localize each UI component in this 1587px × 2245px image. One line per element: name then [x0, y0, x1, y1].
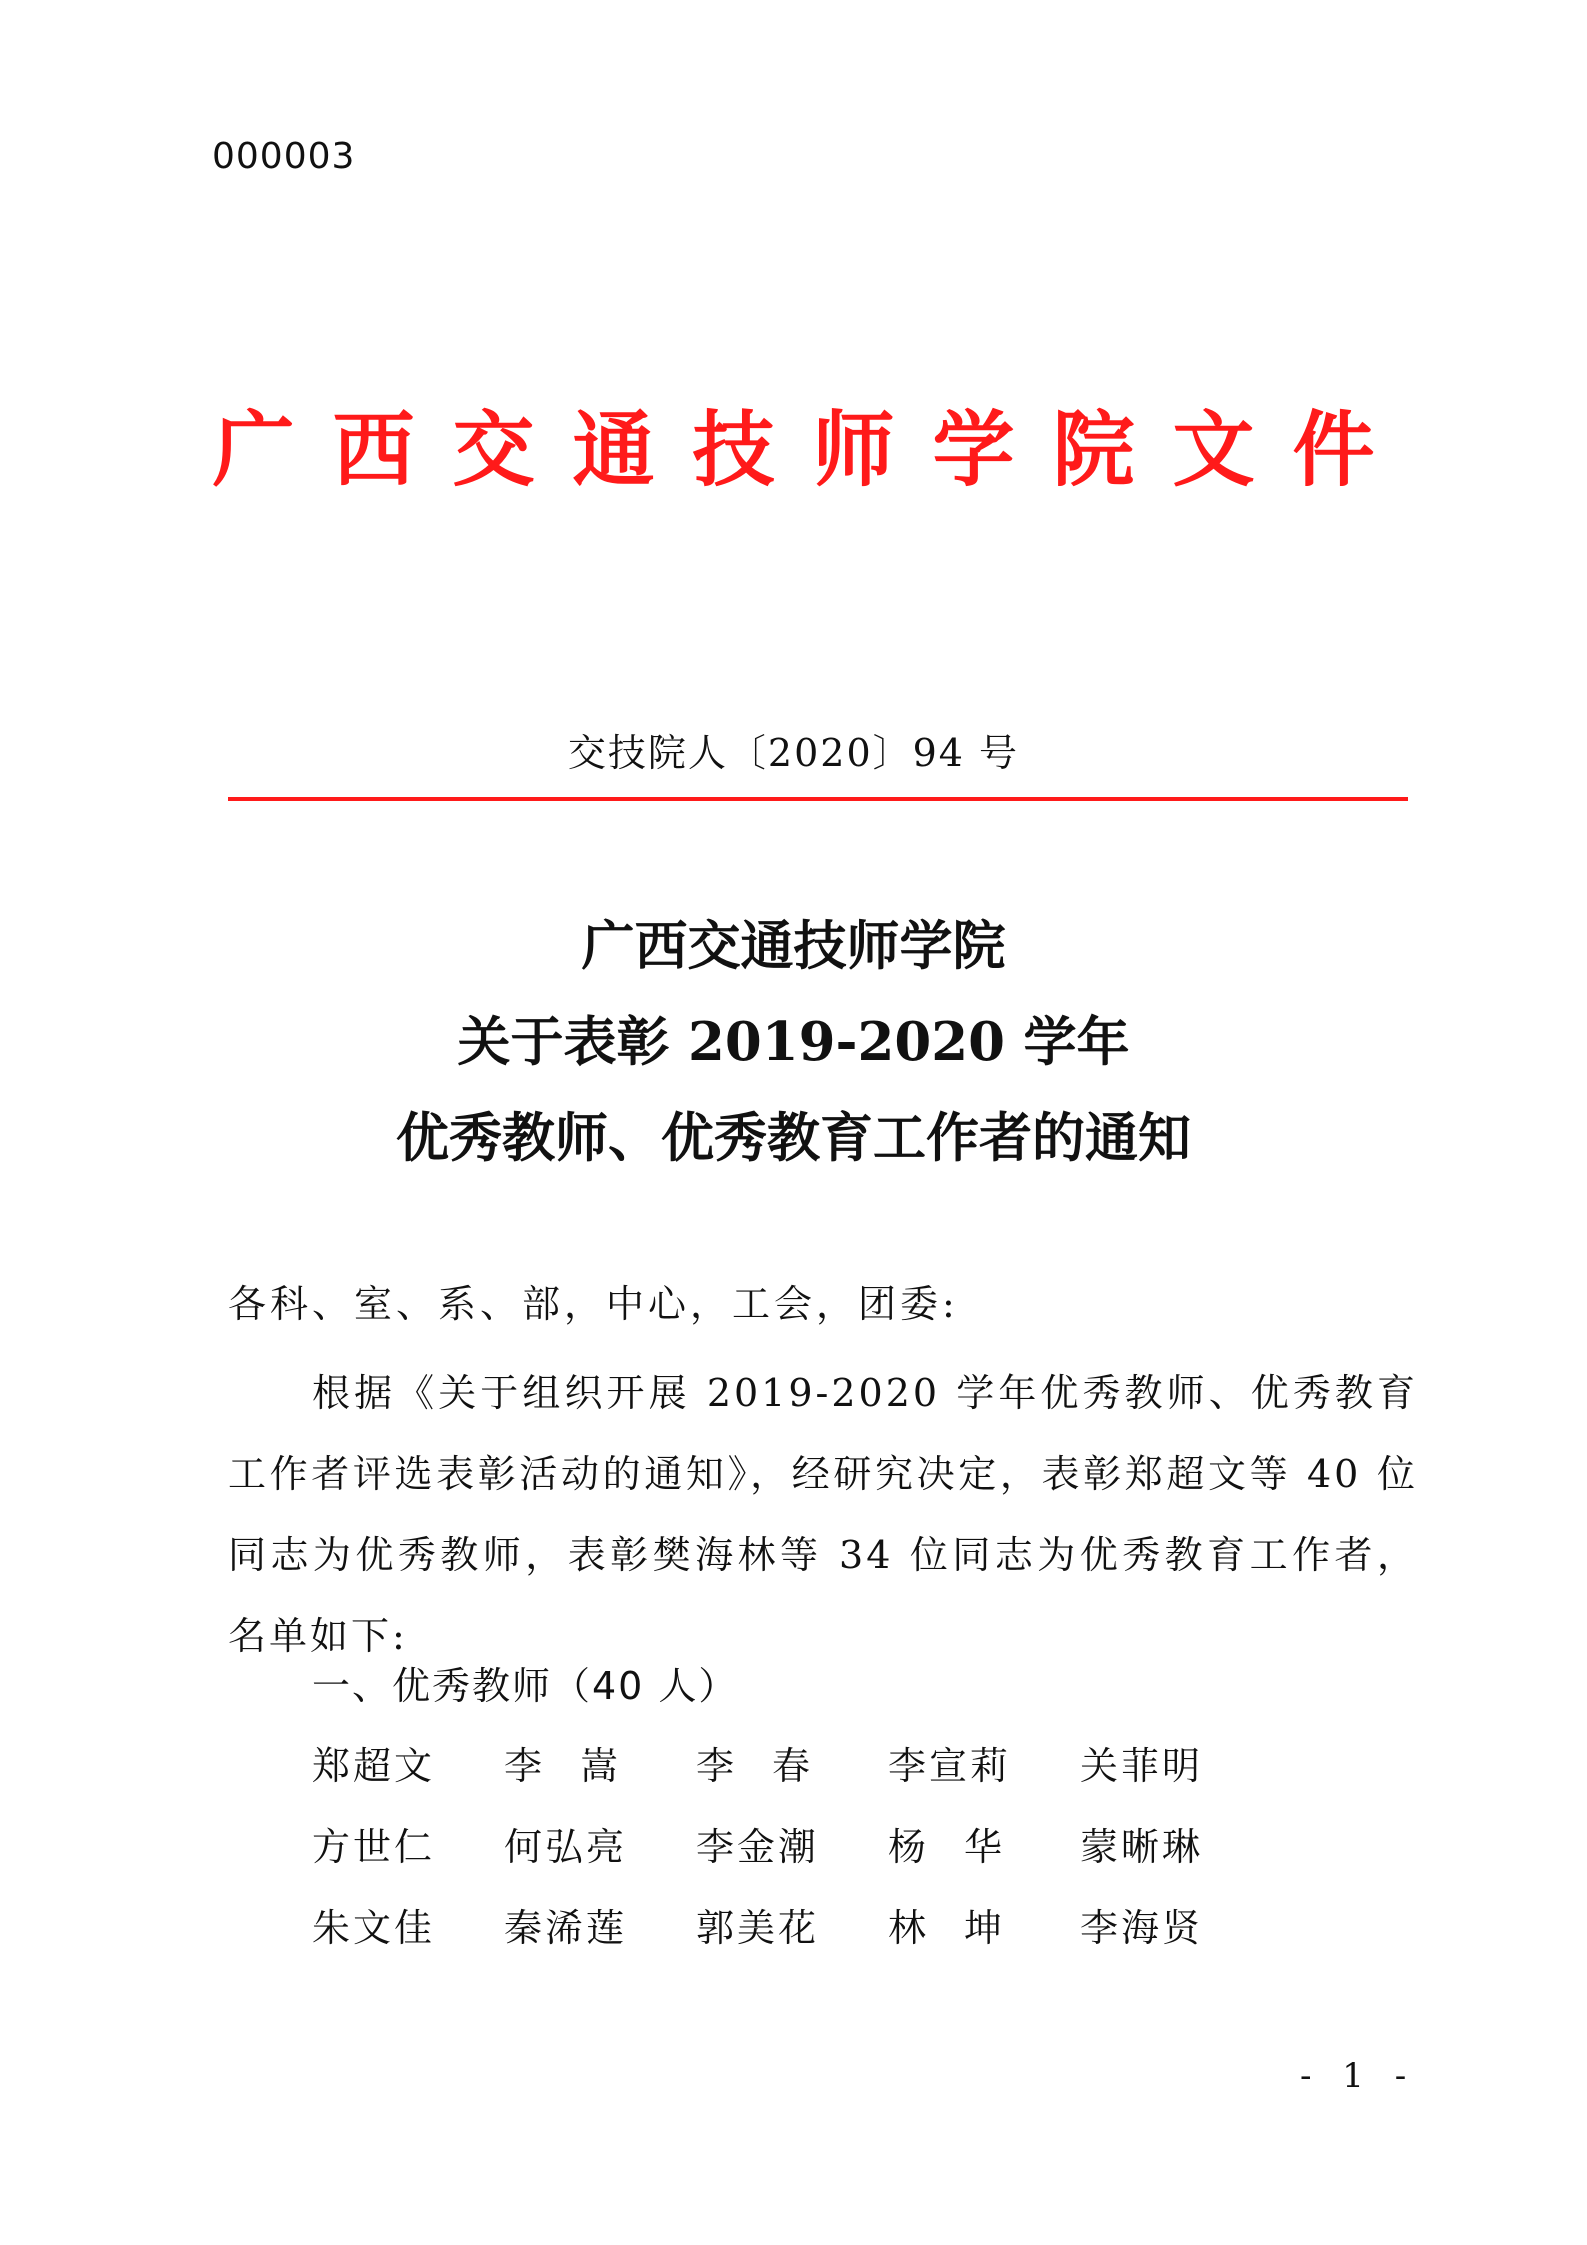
name-entry: 李金潮 [696, 1825, 820, 1869]
name-entry: 关菲明 [1080, 1744, 1204, 1788]
red-separator-line [228, 797, 1408, 801]
notice-title-line-3: 优秀教师、优秀教育工作者的通知 [396, 1107, 1191, 1169]
notice-title-line-2: 关于表彰 2019-2020 学年 [457, 1011, 1130, 1073]
name-entry: 秦浠莲 [504, 1906, 628, 1950]
document-reference-number: 交技院人〔2020〕94 号 [567, 731, 1020, 775]
name-row [312, 1816, 1312, 1897]
notice-title [0, 898, 1587, 1186]
name-row [312, 1897, 1312, 1978]
name-entry: 林 坤 [888, 1906, 1002, 1950]
page-number: - 1 - [1300, 2056, 1417, 2096]
notice-title-line-1: 广西交通技师学院 [581, 915, 1006, 977]
name-entry: 朱文佳 [312, 1906, 436, 1950]
issuing-organization-header: 广西交通技师学院文件 [212, 403, 1413, 498]
name-entry: 何弘亮 [504, 1825, 628, 1869]
name-entry: 郭美花 [696, 1906, 820, 1950]
section-heading-excellent-teachers: 一、优秀教师（40 人） [312, 1664, 739, 1708]
name-entry: 李宣莉 [888, 1744, 1012, 1788]
excellent-teachers-name-list [312, 1735, 1312, 1978]
name-row [312, 1735, 1312, 1816]
name-entry: 方世仁 [312, 1825, 436, 1869]
name-entry: 李海贤 [1080, 1906, 1204, 1950]
name-entry: 李 春 [696, 1744, 810, 1788]
name-entry: 郑超文 [312, 1744, 436, 1788]
name-entry: 蒙晰琳 [1080, 1825, 1204, 1869]
name-entry: 杨 华 [888, 1825, 1002, 1869]
name-entry: 李 嵩 [504, 1744, 618, 1788]
salutation: 各科、室、系、部，中心，工会，团委: [228, 1282, 959, 1326]
document-serial-number: 000003 [212, 136, 356, 177]
body-paragraph: 根据《关于组织开展 2019-2020 学年优秀教师、优秀教育工作者评选表彰活动的通知》，经研究决定，表彰郑超文等 40 位同志为优秀教师，表彰樊海林等 34 位同志为优秀教育工作者，名单如下: [228, 1371, 1418, 1658]
